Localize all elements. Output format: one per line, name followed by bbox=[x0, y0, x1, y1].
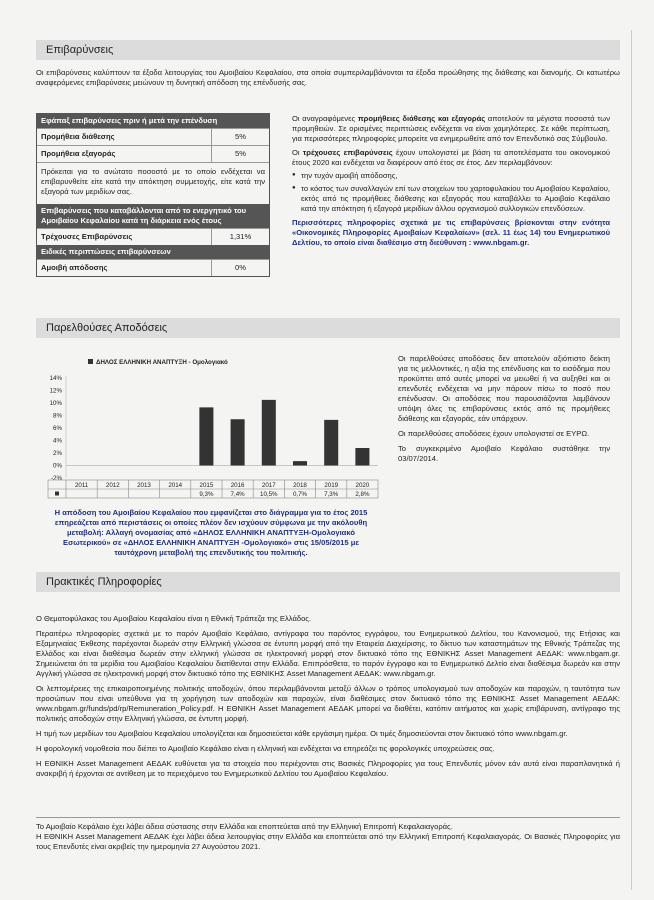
table-header: Ειδικές περιπτώσεις επιβαρύνσεων bbox=[37, 245, 269, 259]
text-bold: προμήθειες διάθεσης και εξαγοράς bbox=[357, 114, 486, 123]
y-tick-label: 12% bbox=[49, 387, 62, 395]
table-header: Επιβαρύνσεις που καταβάλλονται από το ενεργητικό του Αμοιβαίου Κεφαλαίου κατά τη διάρκεια ενός έτους bbox=[37, 204, 269, 228]
y-tick-label: 0% bbox=[53, 462, 62, 470]
row-value: 5% bbox=[211, 146, 269, 162]
x-tick-label: 2018 bbox=[293, 482, 307, 489]
x-tick-label: 2020 bbox=[355, 482, 370, 489]
data-table-swatch bbox=[55, 492, 59, 496]
section-title: Παρελθούσες Αποδόσεις bbox=[46, 322, 168, 334]
practical-para-6: Η ΕΘΝΙΚΗ Asset Management ΑΕΔΑΚ ευθύνεται για τα στοιχεία που περιέχονται στις Βασικές Πληροφορίες για τους Επενδυτές μόνον εάν αυτά είναι παραπλανητικά ή ανακριβή ή έρχονται σε αντίθεση με το περιεχόμενο του Ενημερωτικού Δελτίου του Αμοιβαίου Κεφαλαίου. bbox=[36, 759, 620, 779]
text: Οι αναγραφόμενες bbox=[292, 114, 358, 123]
text: αποτελούν τα μέγιστα ποσοστά των προμηθειών. Σε ορισμένες περιπτώσεις ενδέχεται να είναι χαμηλότερες. Σε κάθε περίπτωση, για περισσότερες πληροφορίες μπορείτε να ενημερωθείτε από τον Επενδυτικό σας Σύμβουλο. bbox=[292, 114, 610, 144]
row-label: Τρέχουσες Επιβαρύνσεις bbox=[41, 232, 133, 242]
y-tick-label: 4% bbox=[53, 437, 62, 445]
section-header-past-performance bbox=[36, 318, 620, 338]
table-row bbox=[37, 128, 269, 145]
x-tick-label: 2016 bbox=[230, 482, 245, 489]
text: έχουν υπολογιστεί με βάση τα αποτελέσματα του οικονομικού έτους 2020 και ενδέχεται να διαφέρουν από έτος σε έτος. Δεν περιλαμβάνουν: bbox=[292, 148, 610, 168]
charges-para-1 bbox=[292, 114, 610, 144]
bar bbox=[262, 400, 276, 466]
x-tick-label: 2011 bbox=[74, 482, 89, 489]
bar bbox=[355, 448, 369, 466]
row-label: Προμήθεια διάθεσης bbox=[41, 132, 115, 141]
x-tick-label: 2015 bbox=[199, 482, 214, 489]
charges-para-2 bbox=[292, 148, 610, 168]
footer-divider bbox=[36, 817, 620, 818]
y-tick-label: 2% bbox=[53, 450, 62, 457]
practical-para-4: Η τιμή των μεριδίων του Αμοιβαίου Κεφαλαίου υπολογίζεται και δημοσιεύεται κάθε εργάσιμη ημέρα. Οι τιμές δημοσιεύονται στον δικτυακό τόπο www.nbgam.gr. bbox=[36, 729, 568, 739]
text-bold: τρέχουσες επιβαρύνσεις bbox=[302, 148, 393, 158]
row-label: Προμήθεια εξαγοράς bbox=[41, 149, 116, 158]
y-tick-label: 14% bbox=[49, 375, 62, 382]
charges-explanation bbox=[292, 114, 610, 248]
performance-bar-chart bbox=[36, 356, 384, 506]
data-label: 9,3% bbox=[199, 491, 214, 498]
past-para-1: Οι παρελθούσες αποδόσεις δεν αποτελούν αξιόπιστο δείκτη για τις μελλοντικές, η αξία της επένδυσης και το εισόδημα που προκύπτει από αυτές μπορεί να μειωθεί ή να αυξηθεί και οι επενδυτές ενδέχεται να μην πάρουν πίσω το ποσό που επένδυσαν. Οι αποδόσεις που παρουσιάζονται λαμβάνουν υπόψη όλες τις επιβαρύνσεις εκτός από τις προμήθειες διάθεσης και εξαγοράς, εάν υπάρχουν. bbox=[398, 354, 610, 424]
table-header: Εφάπαξ επιβαρύνσεις πριν ή μετά την επένδυση bbox=[37, 114, 269, 128]
table-row bbox=[37, 145, 269, 162]
footer-line-1: Το Αμοιβαίο Κεφάλαιο έχει λάβει άδεια σύστασης στην Ελλάδα και εποπτεύεται από την Ελληνική Επιτροπή Κεφαλαιαγοράς. bbox=[36, 822, 453, 831]
y-tick-label: 6% bbox=[53, 425, 62, 432]
charges-intro: Οι επιβαρύνσεις καλύπτουν τα έξοδα λειτουργίας του Αμοιβαίου Κεφαλαίου, στα οποία συμπεριλαμβάνονται τα έξοδα προώθησης της διάθεσης και διανομής. Οι κατωτέρω αναφερόμενες επιβαρύνσεις μειώνουν τη δυνητική απόδοση της επένδυσής σας. bbox=[36, 68, 620, 88]
practical-para-3: Οι λεπτομέρειες της επικαιροποιημένης πολιτικής αποδοχών, όπου περιλαμβάνονται μεταξύ άλλων ο τρόπος υπολογισμού των αποδοχών και παροχών, η ταυτότητα των προσώπων που είναι υπεύθυνα για τη χορήγηση των αποδοχών και παροχών, είναι διαθέσιμες στον δικτυακό τόπο της ΕΘΝΙΚΗΣ Asset Management ΑΕΔΑΚ: www.nbgam.gr/funds/pd/rp/Remuneration_Policy.pdf. Η ΕΘΝΙΚΗ Asset Management ΑΕΔΑΚ μπορεί να διαθέτει, κατόπιν αιτήματος και χωρίς επιβάρυνση, αντίγραφο της πολιτικής αποδοχών στην Ελληνική γλώσσα, σε έντυπη μορφή. bbox=[36, 684, 620, 724]
legend-swatch bbox=[88, 359, 93, 364]
row-value: 5% bbox=[211, 129, 269, 145]
section-header-practical bbox=[36, 572, 620, 592]
footer-line-2: Η ΕΘΝΙΚΗ Asset Management ΑΕΔΑΚ έχει λάβει άδεια λειτουργίας στην Ελλάδα και εποπτεύεται από την Ελληνική Επιτροπή Κεφαλαιαγοράς. Οι Βασικές Πληροφορίες για τους Επενδυτές είναι ακριβείς την ημερομηνία 27 Αυγούστου 2021. bbox=[36, 832, 620, 852]
data-label: 7,4% bbox=[230, 491, 245, 498]
chart-caption: Η απόδοση του Αμοιβαίου Κεφαλαίου που εμφανίζεται στο διάγραμμα για το έτος 2015 επηρεάζεται από περιστάσεις οι οποίες πλέον δεν ισχύουν σύμφωνα με την ακόλουθη μεταβολή: Αλλαγή ονομασίας από «ΔΗΛΟΣ ΕΛΛΗΝΙΚΗ ΑΝΑΠΤΥΞΗ-Ομολογιακό Εσωτερικού» σε «ΔΗΛΟΣ ΕΛΛΗΝΙΚΗ ΑΝΑΠΤΥΞΗ -Ομολογιακό» στις 15/05/2015 με ταυτόχρονη μεταβολή της επενδυτικής του πολιτικής. bbox=[54, 508, 368, 558]
x-tick-label: 2012 bbox=[105, 482, 120, 489]
past-para-3: Το συγκεκριμένο Αμοιβαίο Κεφάλαιο συστάθηκε την 03/07/2014. bbox=[398, 444, 610, 464]
bar bbox=[199, 407, 213, 465]
past-performance-notes bbox=[398, 354, 610, 464]
data-label: 10,5% bbox=[260, 491, 278, 498]
row-value: 1,31% bbox=[211, 229, 269, 245]
charges-more-info: Περισσότερες πληροφορίες σχετικά με τις επιβαρύνσεις βρίσκονται στην ενότητα «Οικονομικές Πληροφορίες Αμοιβαίων Κεφαλαίων» (σελ. 11 έως 14) του Ενημερωτικού Δελτίου, το οποίο είναι διαθέσιμο στη διεύθυνση : www.nbgam.gr. bbox=[292, 218, 610, 248]
row-value: 0% bbox=[211, 260, 269, 276]
x-tick-label: 2019 bbox=[324, 482, 339, 489]
y-tick-label: 8% bbox=[53, 412, 62, 420]
page-edge bbox=[631, 30, 632, 890]
data-label: 2,8% bbox=[355, 491, 370, 498]
practical-para-2: Περαιτέρω πληροφορίες σχετικά με το παρόν Αμοιβαίο Κεφάλαιο, αντίγραφα του παρόντος εγγράφου, του Ενημερωτικού Δελτίου, του Κανονισμού, της Ετήσιας και Εξαμηνιαίας Έκθεσης παρέχονται δωρεάν στην Ελληνική γλώσσα σε έντυπη μορφή από την Εταιρεία Διαχείρισης, το δίκτυο των καταστημάτων της Εθνικής Τράπεζας της Ελλάδος και είναι διαθέσιμα δωρεάν στην ελληνική γλώσσα σε ηλεκτρονική μορφή στον δικτυακό τόπο της ΕΘΝΙΚΗΣ Asset Management ΑΕΔΑΚ: www.nbgam.gr. Σημειώνεται ότι τα μερίδια του Αμοιβαίου Κεφαλαίου διατίθενται στην Ελλάδα. Επιπρόσθετα, το παρόν έγγραφο και το Ενημερωτικό Δελτίο είναι διαθέσιμα δωρεάν και στην Αγγλική γλώσσα σε ηλεκτρονική μορφή στον δικτυακό τόπο της ΕΘΝΙΚΗΣ Asset Management ΑΕΔΑΚ: www.nbgam.gr. bbox=[36, 629, 620, 679]
table-row bbox=[37, 228, 269, 245]
x-tick-label: 2014 bbox=[168, 482, 183, 489]
charges-table bbox=[36, 113, 270, 277]
legend-label: ΔΗΛΟΣ ΕΛΛΗΝΙΚΗ ΑΝΑΠΤΥΞΗ - Ομολογιακό bbox=[96, 359, 228, 366]
exclusions-list bbox=[292, 171, 610, 214]
x-tick-label: 2017 bbox=[261, 482, 276, 489]
y-tick-label: -2% bbox=[50, 475, 62, 482]
table-note: Πρόκειται για το ανώτατο ποσοστό με το οποίο ενδέχεται να επιβαρυνθείτε είτε κατά την απόκτηση συμμετοχής, είτε κατά την εξαγορά των μεριδίων σας. bbox=[37, 162, 269, 204]
text: Οι bbox=[292, 148, 303, 158]
row-label: Αμοιβή απόδοσης bbox=[41, 263, 108, 273]
table-row bbox=[37, 259, 269, 276]
list-item: ● την τυχόν αμοιβή απόδοσης, bbox=[292, 171, 610, 181]
data-label: 7,3% bbox=[324, 491, 339, 498]
footer bbox=[36, 822, 620, 852]
section-header-charges bbox=[36, 40, 620, 60]
bar bbox=[324, 420, 338, 466]
x-tick-label: 2013 bbox=[137, 482, 151, 489]
practical-info bbox=[36, 614, 620, 779]
data-label: 0,7% bbox=[292, 491, 308, 498]
bar bbox=[293, 461, 307, 465]
section-title: Πρακτικές Πληροφορίες bbox=[46, 576, 162, 588]
y-tick-label: 10% bbox=[49, 400, 62, 407]
list-item: ● το κόστος των συναλλαγών επί των στοιχείων του χαρτοφυλακίου του Αμοιβαίου Κεφαλαίου, εκτός από τις προμήθειες διάθεσης και εξαγοράς που καταβάλλει το Αμοιβαίο Κεφάλαιο κατά την απόκτηση ή εξαγορά μεριδίων άλλου οργανισμού συλλογικών επενδύσεων. bbox=[292, 184, 610, 214]
past-para-2: Οι παρελθούσες αποδόσεις έχουν υπολογιστεί σε ΕΥΡΩ. bbox=[398, 429, 590, 439]
practical-para-5: Η φορολογική νομοθεσία που διέπει το Αμοιβαίο Κεφάλαιο είναι η ελληνική και ενδέχεται να επηρεάζει τις φορολογικές υποχρεώσεις σας. bbox=[36, 744, 495, 754]
practical-para-1: Ο Θεματοφύλακας του Αμοιβαίου Κεφαλαίου είναι η Εθνική Τράπεζα της Ελλάδος. bbox=[36, 614, 312, 623]
section-title: Επιβαρύνσεις bbox=[46, 44, 114, 56]
bar bbox=[231, 419, 245, 465]
